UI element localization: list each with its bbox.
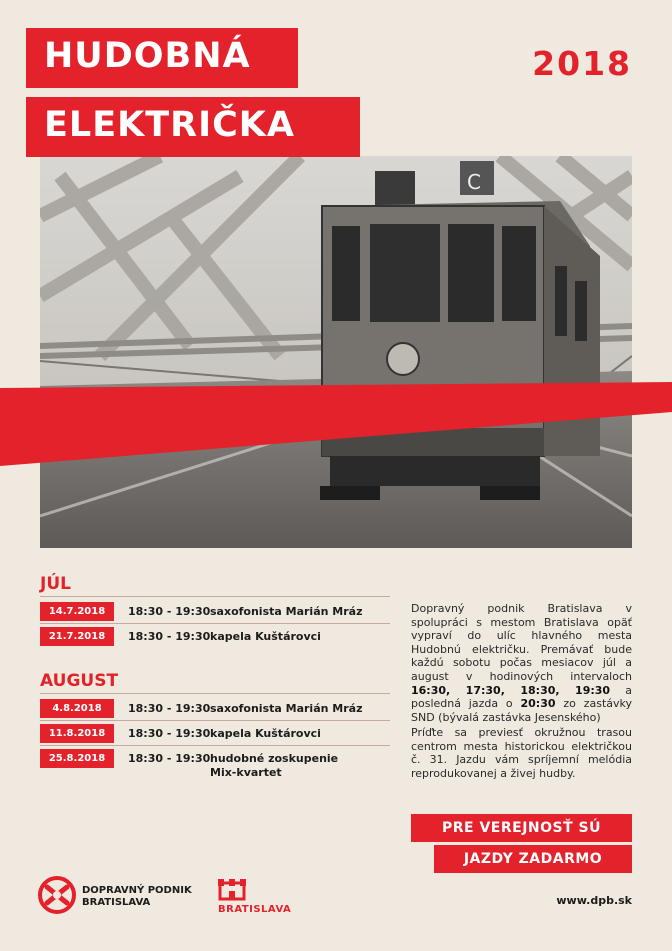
event-act: saxofonista Marián Mráz — [210, 605, 363, 618]
dpb-name — [82, 885, 192, 909]
event-act: saxofonista Marián Mráz — [210, 702, 363, 715]
title-line-1 — [26, 28, 298, 88]
website-link[interactable]: www.dpb.sk — [556, 894, 632, 907]
dpb-name-line-1: DOPRAVNÝ PODNIK — [82, 885, 192, 896]
month-july: JÚL — [40, 574, 71, 594]
city-label: BRATISLAVA — [218, 904, 292, 915]
title-line-2 — [26, 97, 360, 157]
event-act: kapela Kuštárovci — [210, 727, 321, 740]
tram-photo-illustration — [40, 156, 632, 548]
description-text: a posledná jazda o — [411, 683, 632, 711]
description-times: 16:30, 17:30, 18:30, 19:30 — [411, 683, 611, 697]
divider — [40, 745, 390, 746]
divider — [40, 596, 390, 597]
schedule-row — [40, 724, 390, 746]
event-time: 18:30 - 19:30 — [128, 605, 211, 618]
event-time: 18:30 - 19:30 — [128, 752, 211, 765]
event-date: 25.8.2018 — [40, 749, 114, 768]
event-time: 18:30 - 19:30 — [128, 702, 211, 715]
event-date: 4.8.2018 — [40, 699, 114, 718]
description-text: zo zastávky SND (bývalá zastávka Jesenského) — [411, 697, 632, 724]
title-line-2-text: ELEKTRIČKA — [44, 105, 295, 145]
description-paragraph-2: Príďte sa previesť okružnou trasou centrom mesta historickou električkou č. 31. Jazdu vám spríjemní melódia reprodukovanej a živej hudby. — [411, 726, 632, 780]
red-band-graphic — [0, 382, 672, 466]
description-paragraph-1 — [411, 602, 632, 724]
event-act: kapela Kuštárovci — [210, 630, 321, 643]
divider — [40, 623, 390, 624]
event-date: 11.8.2018 — [40, 724, 114, 743]
divider — [40, 693, 390, 694]
dpb-name-line-2: BRATISLAVA — [82, 897, 151, 908]
year-label: 2018 — [532, 44, 632, 83]
event-act: hudobné zoskupenie Mix-kvartet — [210, 752, 339, 779]
free-rides-banner-line-1: PRE VEREJNOSŤ SÚ — [411, 814, 632, 842]
tram-route-sign: C — [467, 170, 481, 194]
tram-photo — [40, 156, 632, 548]
description-last-time: 20:30 — [520, 697, 556, 711]
month-august: AUGUST — [40, 671, 119, 691]
title-line-1-text: HUDOBNÁ — [44, 36, 251, 76]
dpb-logo-icon — [38, 876, 76, 914]
schedule-row — [40, 627, 390, 649]
schedule-row — [40, 699, 390, 721]
description-text: Dopravný podnik Bratislava v spolupráci s mestom Bratislava opäť vypraví do ulíc hlavného mesta Hudobnú električku. Premávať bude každú sobotu počas mesiacov júl a august v hodinových intervaloch — [411, 602, 632, 683]
divider — [40, 720, 390, 721]
schedule-row — [40, 749, 390, 783]
event-time: 18:30 - 19:30 — [128, 727, 211, 740]
event-time: 18:30 - 19:30 — [128, 630, 211, 643]
schedule-row — [40, 602, 390, 624]
event-date: 21.7.2018 — [40, 627, 114, 646]
event-date: 14.7.2018 — [40, 602, 114, 621]
free-rides-banner-line-2: JAZDY ZADARMO — [434, 845, 632, 873]
bratislava-castle-icon — [218, 879, 246, 901]
